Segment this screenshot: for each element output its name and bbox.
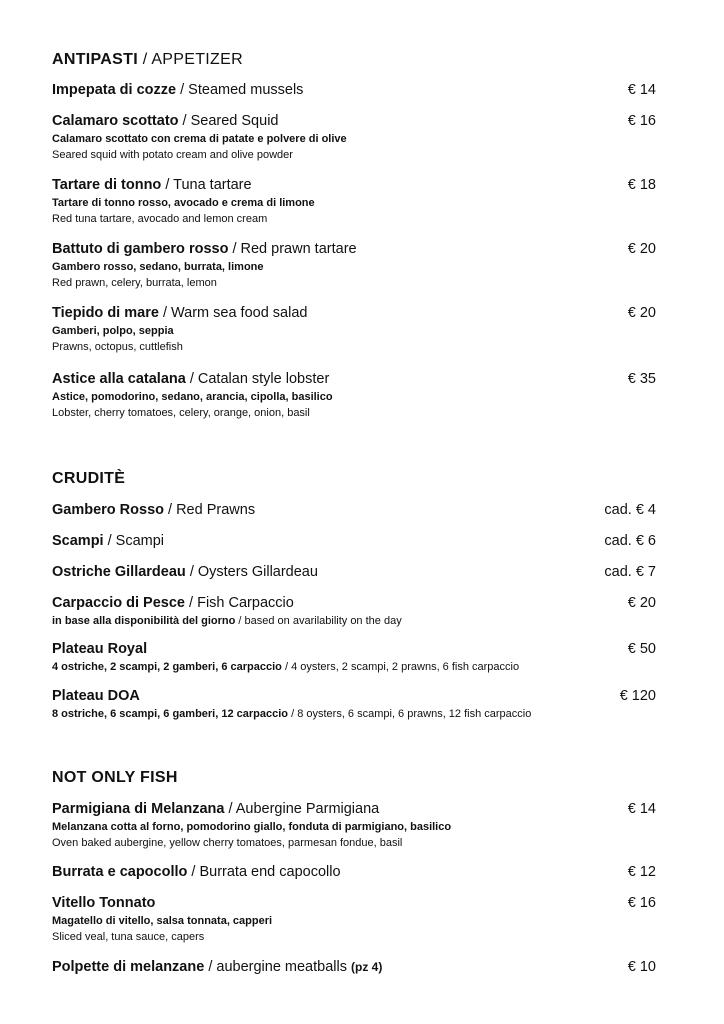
menu-item [52, 369, 656, 421]
section-title [52, 768, 656, 788]
section-antipasti [52, 50, 656, 419]
item-desc-en: Seared squid with potato cream and olive powder [52, 149, 293, 161]
menu-item [52, 562, 656, 582]
item-desc-en: Sliced veal, tuna sauce, capers [52, 931, 205, 943]
item-price: € 16 [627, 113, 656, 129]
item-name-en: / Catalan style lobster [189, 371, 330, 387]
item-desc-en: Red prawn, celery, burrata, lemon [52, 277, 217, 289]
item-name-en: / Burrata end capocollo [191, 864, 341, 880]
item-name-it: Scampi [52, 533, 104, 549]
item-name-it: Parmigiana di Melanzana [52, 801, 225, 817]
item-desc-it: Gambero rosso, sedano, burrata, limone [52, 261, 264, 273]
item-desc-it: Magatello di vitello, salsa tonnata, capperi [52, 915, 273, 927]
item-desc-en: / 4 oysters, 2 scampi, 2 prawns, 6 fish carpaccio [284, 661, 520, 673]
menu-item [52, 303, 656, 355]
item-desc-it: Tartare di tonno rosso, avocado e crema di limone [52, 197, 315, 209]
item-name-it: Plateau Royal [52, 641, 148, 657]
item-name-en: / Aubergine Parmigiana [228, 801, 380, 817]
menu-item [52, 531, 656, 551]
menu-item [52, 799, 656, 851]
item-name-it: Impepata di cozze [52, 82, 177, 98]
menu-item [52, 80, 656, 100]
item-desc-it: Gamberi, polpo, seppia [52, 325, 174, 337]
section-title-en: / APPETIZER [142, 51, 243, 68]
item-name-it: Vitello Tonnato [52, 895, 156, 911]
section-title-it: ANTIPASTI [52, 51, 138, 68]
item-price: cad. € 7 [604, 564, 656, 580]
menu-item [52, 957, 656, 977]
item-name-it: Astice alla catalana [52, 371, 186, 387]
item-desc-en: Red tuna tartare, avocado and lemon cream [52, 213, 268, 225]
item-price: € 120 [619, 688, 656, 704]
item-name-it: Ostriche Gillardeau [52, 564, 186, 580]
item-price: cad. € 6 [604, 533, 656, 549]
section-title-it: NOT ONLY FISH [52, 769, 178, 786]
item-desc-it: Astice, pomodorino, sedano, arancia, cipolla, basilico [52, 391, 333, 403]
item-name-en: / Seared Squid [182, 113, 279, 129]
item-desc-en: Oven baked aubergine, yellow cherry tomatoes, parmesan fondue, basil [52, 837, 403, 849]
section-crudite [52, 469, 656, 720]
menu-item [52, 239, 656, 291]
item-name-en: / Tuna tartare [165, 177, 252, 193]
item-name-it: Tartare di tonno [52, 177, 162, 193]
item-name-en: / Fish Carpaccio [189, 595, 294, 611]
menu-item [52, 686, 656, 722]
menu-item [52, 500, 656, 520]
item-desc-en: Lobster, cherry tomatoes, celery, orange, onion, basil [52, 407, 310, 419]
item-price: € 50 [627, 641, 656, 657]
item-desc-it: Melanzana cotta al forno, pomodorino giallo, fonduta di parmigiano, basilico [52, 821, 452, 833]
item-price: € 35 [627, 371, 656, 387]
item-name-it: Plateau DOA [52, 688, 140, 704]
item-price: € 20 [627, 241, 656, 257]
item-name-en: / Red prawn tartare [232, 241, 357, 257]
item-name-en: / Steamed mussels [180, 82, 304, 98]
item-desc-it: 4 ostriche, 2 scampi, 2 gamberi, 6 carpaccio [52, 661, 282, 673]
menu-item [52, 175, 656, 227]
item-name-it: Burrata e capocollo [52, 864, 188, 880]
menu-item [52, 111, 656, 163]
item-name-it: Battuto di gambero rosso [52, 241, 229, 257]
item-name-it: Carpaccio di Pesce [52, 595, 185, 611]
menu-item [52, 862, 656, 882]
item-desc-en: Prawns, octopus, cuttlefish [52, 341, 183, 353]
item-name-en: / Warm sea food salad [162, 305, 308, 321]
section-title [52, 50, 656, 70]
section-not-only-fish [52, 768, 656, 975]
item-name-en: / Oysters Gillardeau [189, 564, 318, 580]
menu-item [52, 593, 656, 629]
item-name-it: Polpette di melanzane [52, 959, 205, 975]
item-desc-it: 8 ostriche, 6 scampi, 6 gamberi, 12 carpaccio [52, 708, 289, 720]
item-desc-en: / based on avarilability on the day [238, 615, 402, 627]
item-price: € 10 [627, 959, 656, 975]
item-price: € 14 [627, 801, 656, 817]
item-price: € 18 [627, 177, 656, 193]
item-name-it: Gambero Rosso [52, 502, 164, 518]
menu-item [52, 639, 656, 675]
item-price: € 16 [627, 895, 656, 911]
item-name-en: / Red Prawns [168, 502, 256, 518]
section-title-it: CRUDITÈ [52, 470, 126, 487]
item-desc-en: / 8 oysters, 6 scampi, 6 prawns, 12 fish carpaccio [291, 708, 532, 720]
item-name-en: / Scampi [107, 533, 165, 549]
item-name-it: Tiepido di mare [52, 305, 159, 321]
item-price: cad. € 4 [604, 502, 656, 518]
item-price: € 20 [627, 305, 656, 321]
item-desc-it: in base alla disponibilità del giorno [52, 615, 236, 627]
item-price: € 20 [627, 595, 656, 611]
section-title [52, 469, 656, 489]
item-name-note: (pz 4) [351, 960, 383, 974]
item-name-en: / aubergine meatballs [208, 959, 347, 975]
menu-item [52, 893, 656, 945]
item-desc-it: Calamaro scottato con crema di patate e polvere di olive [52, 133, 347, 145]
item-price: € 14 [627, 82, 656, 98]
item-price: € 12 [627, 864, 656, 880]
item-name-it: Calamaro scottato [52, 113, 179, 129]
